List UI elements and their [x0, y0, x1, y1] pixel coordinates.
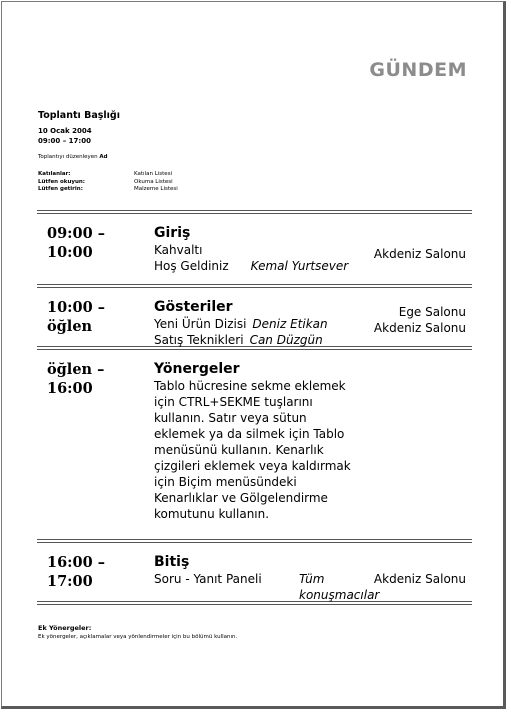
- time-end: 10:00: [47, 244, 93, 261]
- agenda-time: [37, 214, 154, 284]
- document-page: [1, 1, 506, 709]
- section-title: Gösteriler: [154, 299, 233, 315]
- meeting-time: 09:00 – 17:00: [38, 137, 91, 145]
- time-start: 10:00 –: [47, 299, 106, 316]
- agenda-item-guidelines: [37, 350, 472, 539]
- topic: Yeni Ürün Dizisi: [154, 317, 247, 331]
- organizer-name: Ad: [99, 154, 108, 160]
- meeting-date: 10 Ocak 2004: [38, 127, 92, 135]
- agenda-content: [154, 543, 380, 602]
- info-value: Okuma Listesi: [134, 178, 173, 185]
- meeting-title: Toplantı Başlığı: [38, 110, 120, 121]
- agenda-time: [37, 543, 154, 601]
- time-end: öğlen: [47, 318, 93, 335]
- room: Akdeniz Salonu: [373, 321, 466, 335]
- time-end: 16:00: [47, 380, 93, 397]
- topic: Kahvaltı: [154, 243, 203, 257]
- agenda-rooms: [364, 543, 472, 601]
- section-title: Giriş: [154, 225, 191, 241]
- agenda-title: GÜNDEM: [369, 59, 467, 81]
- agenda-rooms: [364, 288, 472, 346]
- info-label: Katılanlar:: [38, 171, 71, 177]
- meeting-datetime: [38, 126, 92, 146]
- info-row-attendees: [38, 171, 178, 179]
- agenda-rooms: [364, 214, 472, 284]
- info-label: Lütfen getirin:: [38, 186, 83, 192]
- organizer-line: [38, 154, 108, 160]
- agenda-item-demos: [37, 288, 472, 346]
- agenda-rooms: [364, 350, 472, 539]
- info-list: [38, 171, 178, 194]
- room: Akdeniz Salonu: [373, 572, 466, 586]
- agenda-table: [37, 210, 472, 605]
- time-start: öğlen –: [47, 361, 105, 378]
- agenda-time: [37, 288, 154, 346]
- info-label: Lütfen okuyun:: [38, 178, 85, 185]
- presenter: Can Düzgün: [249, 333, 323, 347]
- topic: Hoş Geldiniz: [154, 259, 229, 273]
- time-start: 09:00 –: [47, 225, 106, 242]
- section-title: Bitiş: [154, 554, 190, 570]
- topic: Soru - Yanıt Paneli: [154, 572, 262, 586]
- agenda-row: [154, 316, 364, 332]
- agenda-content: [154, 350, 364, 539]
- agenda-row: [154, 258, 364, 274]
- agenda-content: [154, 288, 364, 346]
- presenter: Deniz Etikan: [252, 317, 328, 331]
- time-start: 16:00 –: [47, 554, 106, 571]
- guideline-note: Tablo hücresine sekme eklemek için CTRL+SEKME tuşlarını kullanın. Satır veya sütun eklemek ya da silmek için Tablo menüsünü kullanın. Kenarlık çizgileri eklemek veya kaldırmak için Biçim menüsündeki Kenarlıklar ve Gölgelendirme komutunu kullanın.: [154, 379, 351, 521]
- info-row-reading: [38, 179, 178, 187]
- footer-title: Ek Yönergeler:: [38, 624, 92, 632]
- footer-text: Ek yönergeler, açıklamalar veya yönlendirmeler için bu bölümü kullanın.: [38, 634, 238, 640]
- section-title: Yönergeler: [154, 361, 240, 377]
- agenda-row: [154, 332, 364, 348]
- time-end: 17:00: [47, 573, 93, 590]
- agenda-row: [154, 242, 364, 258]
- agenda-item-closing: [37, 543, 472, 601]
- info-value: Katılan Listesi: [134, 171, 173, 177]
- presenter: Tüm konuşmacılar: [299, 572, 380, 602]
- presenter: Kemal Yurtsever: [250, 259, 349, 273]
- agenda-item-intro: [37, 214, 472, 284]
- info-value: Malzeme Listesi: [134, 186, 178, 192]
- room: Akdeniz Salonu: [373, 247, 466, 261]
- agenda-time: [37, 350, 154, 539]
- organizer-label: Toplantıyı düzenleyen: [38, 154, 98, 160]
- agenda-content: [154, 214, 364, 284]
- info-row-bring: [38, 186, 178, 194]
- topic: Satış Teknikleri: [154, 333, 244, 347]
- room: Ege Salonu: [398, 305, 466, 319]
